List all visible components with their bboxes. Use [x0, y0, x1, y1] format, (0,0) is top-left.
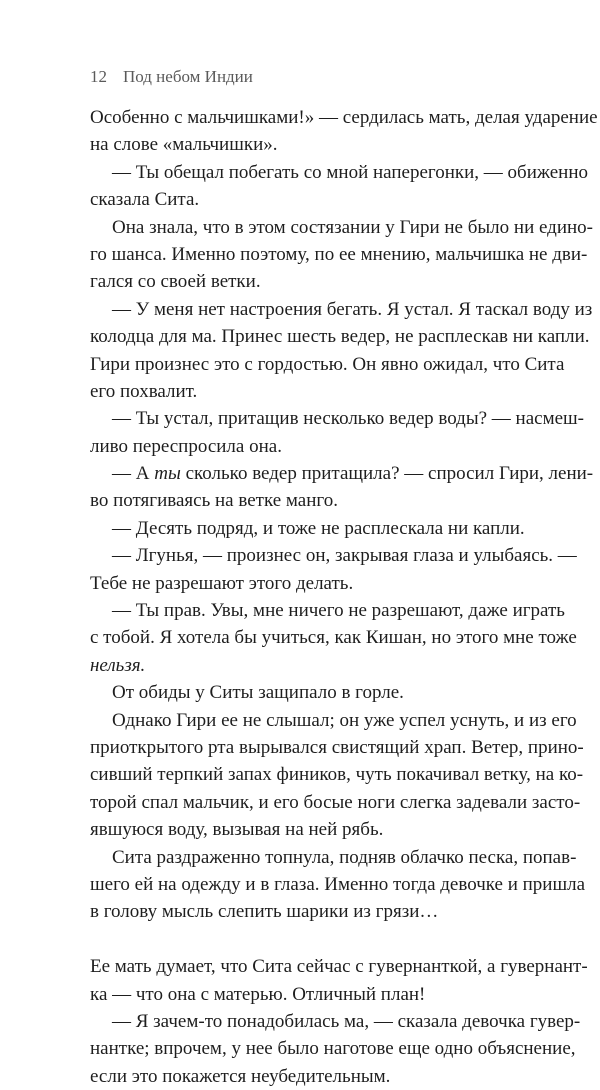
text-line: — Лгунья, — произнес он, закрывая глаза и улыбаясь. — — [112, 545, 577, 567]
text-line: нантке; впрочем, у нее было наготове еще одно объяснение, — [90, 1038, 576, 1060]
text-line: гался со своей ветки. — [90, 271, 261, 293]
italic-word: ты — [154, 463, 181, 485]
text-line: Гири произнес это с гордостью. Он явно ожидал, что Сита — [90, 353, 565, 375]
body-text — [90, 104, 598, 1090]
text-line: на слове «мальчишки». — [90, 134, 278, 156]
text-line: Она знала, что в этом состязании у Гири не было ни едино- — [112, 216, 593, 238]
text-line: го шанса. Именно поэтому, по ее мнению, мальчишка не дви- — [90, 243, 588, 265]
text-line: приоткрытого рта вырывался свистящий храп. Ветер, прино- — [90, 736, 584, 758]
italic-word: нельзя. — [90, 654, 146, 676]
text-line: ливо переспросила она. — [90, 435, 282, 457]
text-line: — У меня нет настроения бегать. Я устал. Я таскал воду из — [112, 298, 593, 320]
text-line: От обиды у Ситы защипало в горле. — [112, 682, 404, 704]
text-line: его похвалит. — [90, 380, 198, 402]
text-line: торой спал мальчик, и его босые ноги слегка задевали засто- — [90, 791, 581, 813]
text-line: если это покажется неубедительным. — [90, 1065, 391, 1087]
text-line: шего ей на одежду и в глаза. Именно тогда девочке и пришла — [90, 873, 586, 895]
running-head — [90, 67, 253, 87]
text-line: ка — что она с матерью. Отличный план! — [90, 983, 426, 1005]
text-line: с тобой. Я хотела бы учиться, как Кишан, но этого мне тоже — [90, 627, 577, 649]
text-line: сивший терпкий запах фиников, чуть покачивал ветку, на ко- — [90, 764, 584, 786]
text-line: колодца для ма. Принес шесть ведер, не расплескав ни капли. — [90, 326, 590, 348]
text-line: Ее мать думает, что Сита сейчас с гувернанткой, а гувернант- — [90, 956, 588, 978]
page-number: 12 — [90, 67, 107, 86]
text-line: в голову мысль слепить шарики из грязи… — [90, 901, 439, 923]
book-title: Под небом Индии — [123, 67, 253, 86]
text-fragment: сколько ведер притащила? — спросил Гири, лени- — [180, 463, 594, 485]
text-line: Тебе не разрешают этого делать. — [90, 572, 354, 594]
text-line: — Ты прав. Увы, мне ничего не разрешают, даже играть — [112, 600, 565, 622]
text-line: во потягиваясь на ветке манго. — [90, 490, 338, 512]
text-line: сказала Сита. — [90, 189, 200, 211]
text-line: — Ты обещал побегать со мной наперегонки, — обиженно — [112, 161, 589, 183]
text-line — [90, 652, 560, 679]
text-line: Сита раздраженно топнула, подняв облачко песка, попав- — [112, 846, 577, 868]
text-line: явшуюся воду, вызывая на ней рябь. — [90, 819, 384, 841]
text-line: Особенно с мальчишками!» — сердилась мать, делая ударение — [90, 107, 598, 128]
text-line — [90, 460, 594, 487]
text-fragment: — А — [112, 463, 155, 485]
section-break — [90, 926, 560, 953]
text-line: — Десять подряд, и тоже не расплескала ни капли. — [112, 517, 525, 539]
text-line: Однако Гири ее не слышал; он уже успел уснуть, и из его — [112, 709, 577, 731]
text-line: — Я зачем-то понадобилась ма, — сказала девочка гувер- — [112, 1010, 581, 1032]
text-line: — Ты устал, притащив несколько ведер воды? — насмеш- — [112, 408, 584, 430]
